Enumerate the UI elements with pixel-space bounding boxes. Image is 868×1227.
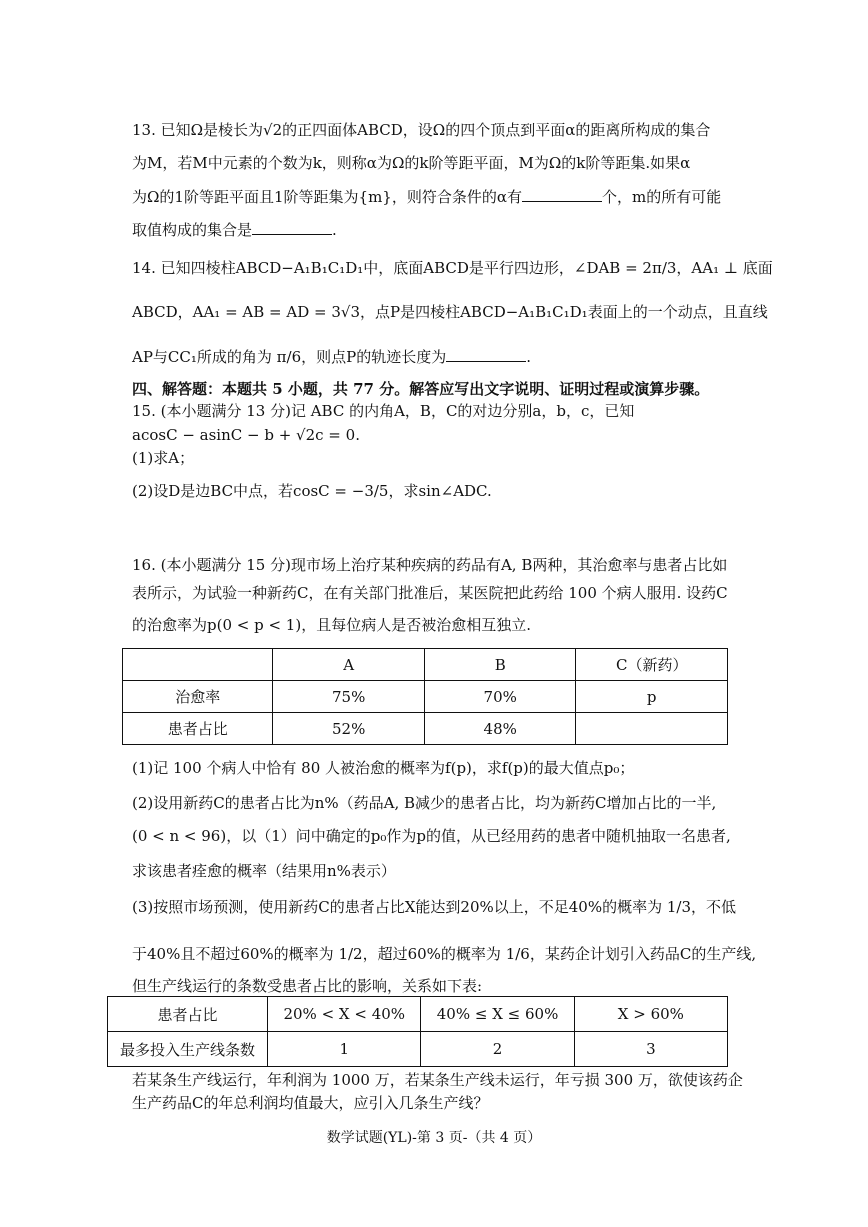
table-header-row — [108, 997, 728, 1032]
table-cell — [123, 649, 273, 681]
q13-answer-blank-1[interactable] — [522, 187, 602, 202]
q13-line2: 为M，若M中元素的个数为k，则称α为Ω的k阶等距平面，M为Ω的k阶等距集.如果α — [132, 154, 691, 172]
drug-comparison-table — [122, 648, 728, 745]
table-cell: X > 60% — [574, 997, 727, 1032]
q13-line3-tail: 个，m的所有可能 — [601, 188, 722, 206]
table-cell: 患者占比 — [108, 997, 268, 1032]
q16-part3-line3: 但生产线运行的条数受患者占比的影响，关系如下表: — [132, 977, 483, 995]
table-cell: 2 — [421, 1032, 574, 1067]
q16-part3-line2: 于40%且不超过60%的概率为 1/2，超过60%的概率为 1/6，某药企计划引入药品C的生产线, — [132, 945, 757, 963]
table-cell: 患者占比 — [123, 713, 273, 745]
table-cell: 1 — [268, 1032, 421, 1067]
q13-line4 — [132, 220, 337, 240]
q13-line3 — [132, 187, 721, 207]
q13-line3-text: 为Ω的1阶等距平面且1阶等距集为{m}，则符合条件的α有 — [132, 188, 522, 206]
q14-line1: 14. 已知四棱柱ABCD−A₁B₁C₁D₁中，底面ABCD是平行四边形，∠DAB = 2π/3，AA₁ ⊥ 底面 — [132, 259, 773, 277]
q16-line2: 表所示，为试验一种新药C，在有关部门批准后，某医院把此药给 100 个病人服用. 设药C — [132, 584, 728, 602]
table-row — [123, 681, 728, 713]
q14-answer-blank[interactable] — [446, 347, 526, 362]
q13-line4-text: 取值构成的集合是 — [132, 221, 253, 239]
q16-part3-line1: (3)按照市场预测，使用新药C的患者占比X能达到20%以上，不足40%的概率为 1/3，不低 — [132, 898, 736, 916]
q13-answer-blank-2[interactable] — [252, 220, 332, 235]
q15-line1: 15. (本小题满分 13 分)记 ABC 的内角A，B，C的对边分别a，b，c，已知 — [132, 402, 635, 420]
q16-part2-line1: (2)设用新药C的患者占比为n%（药品A, B减少的患者占比，均为新药C增加占比的一半, — [132, 794, 717, 812]
q16-part2-line2: (0 < n < 96)，以（1）问中确定的p₀作为p的值，从已经用药的患者中随机抽取一名患者, — [132, 827, 731, 845]
q16-part2-line3: 求该患者痊愈的概率（结果用n%表示） — [132, 862, 396, 880]
q14-line3-text: AP与CC₁所成的角为 π/6，则点P的轨迹长度为 — [132, 348, 447, 366]
table-cell: C（新药） — [576, 649, 728, 681]
q14-line2: ABCD，AA₁ = AB = AD = 3√3，点P是四棱柱ABCD−A₁B₁C₁D₁表面上的一个动点，且直线 — [132, 303, 768, 321]
table-cell: 最多投入生产线条数 — [108, 1032, 268, 1067]
table-cell: A — [273, 649, 425, 681]
table-cell: 70% — [424, 681, 576, 713]
q15-part1: (1)求A； — [132, 449, 195, 467]
table-cell: 75% — [273, 681, 425, 713]
q13-line4-tail: . — [332, 221, 337, 239]
table-cell: B — [424, 649, 576, 681]
table-cell: p — [576, 681, 728, 713]
q15-line2: acosC − asinC − b + √2c = 0. — [132, 426, 360, 444]
q16-part3-line5: 生产药品C的年总利润均值最大，应引入几条生产线？ — [132, 1094, 489, 1112]
q16-line1: 16. (本小题满分 15 分)现市场上治疗某种疾病的药品有A, B两种，其治愈率与患者占比如 — [132, 556, 728, 574]
table-cell: 20% < X < 40% — [268, 997, 421, 1032]
table-cell: 48% — [424, 713, 576, 745]
table-row — [123, 713, 728, 745]
table-cell: 40% ≤ X ≤ 60% — [421, 997, 574, 1032]
q15-part2: (2)设D是边BC中点，若cosC = −3/5，求sin∠ADC. — [132, 482, 492, 500]
q14-line3-tail: . — [526, 348, 531, 366]
table-cell: 52% — [273, 713, 425, 745]
production-line-table — [107, 996, 728, 1067]
q14-line3 — [132, 347, 531, 367]
section-4-heading: 四、解答题：本题共 5 小题，共 77 分。解答应写出文字说明、证明过程或演算步骤。 — [132, 380, 710, 398]
q16-line3: 的治愈率为p(0 < p < 1)，且每位病人是否被治愈相互独立. — [132, 616, 531, 634]
table-cell — [576, 713, 728, 745]
table-cell: 治愈率 — [123, 681, 273, 713]
table-header-row — [123, 649, 728, 681]
q13-line1: 13. 已知Ω是棱长为√2的正四面体ABCD，设Ω的四个顶点到平面α的距离所构成的集合 — [132, 121, 711, 139]
table-cell: 3 — [574, 1032, 727, 1067]
q16-part3-line4: 若某条生产线运行，年利润为 1000 万，若某条生产线未运行，年亏损 300 万，欲使该药企 — [132, 1071, 743, 1089]
q16-part1: (1)记 100 个病人中恰有 80 人被治愈的概率为f(p)，求f(p)的最大值点p₀； — [132, 759, 635, 777]
table-row — [108, 1032, 728, 1067]
page-footer: 数学试题(YL)-第 3 页-（共 4 页） — [326, 1130, 542, 1146]
